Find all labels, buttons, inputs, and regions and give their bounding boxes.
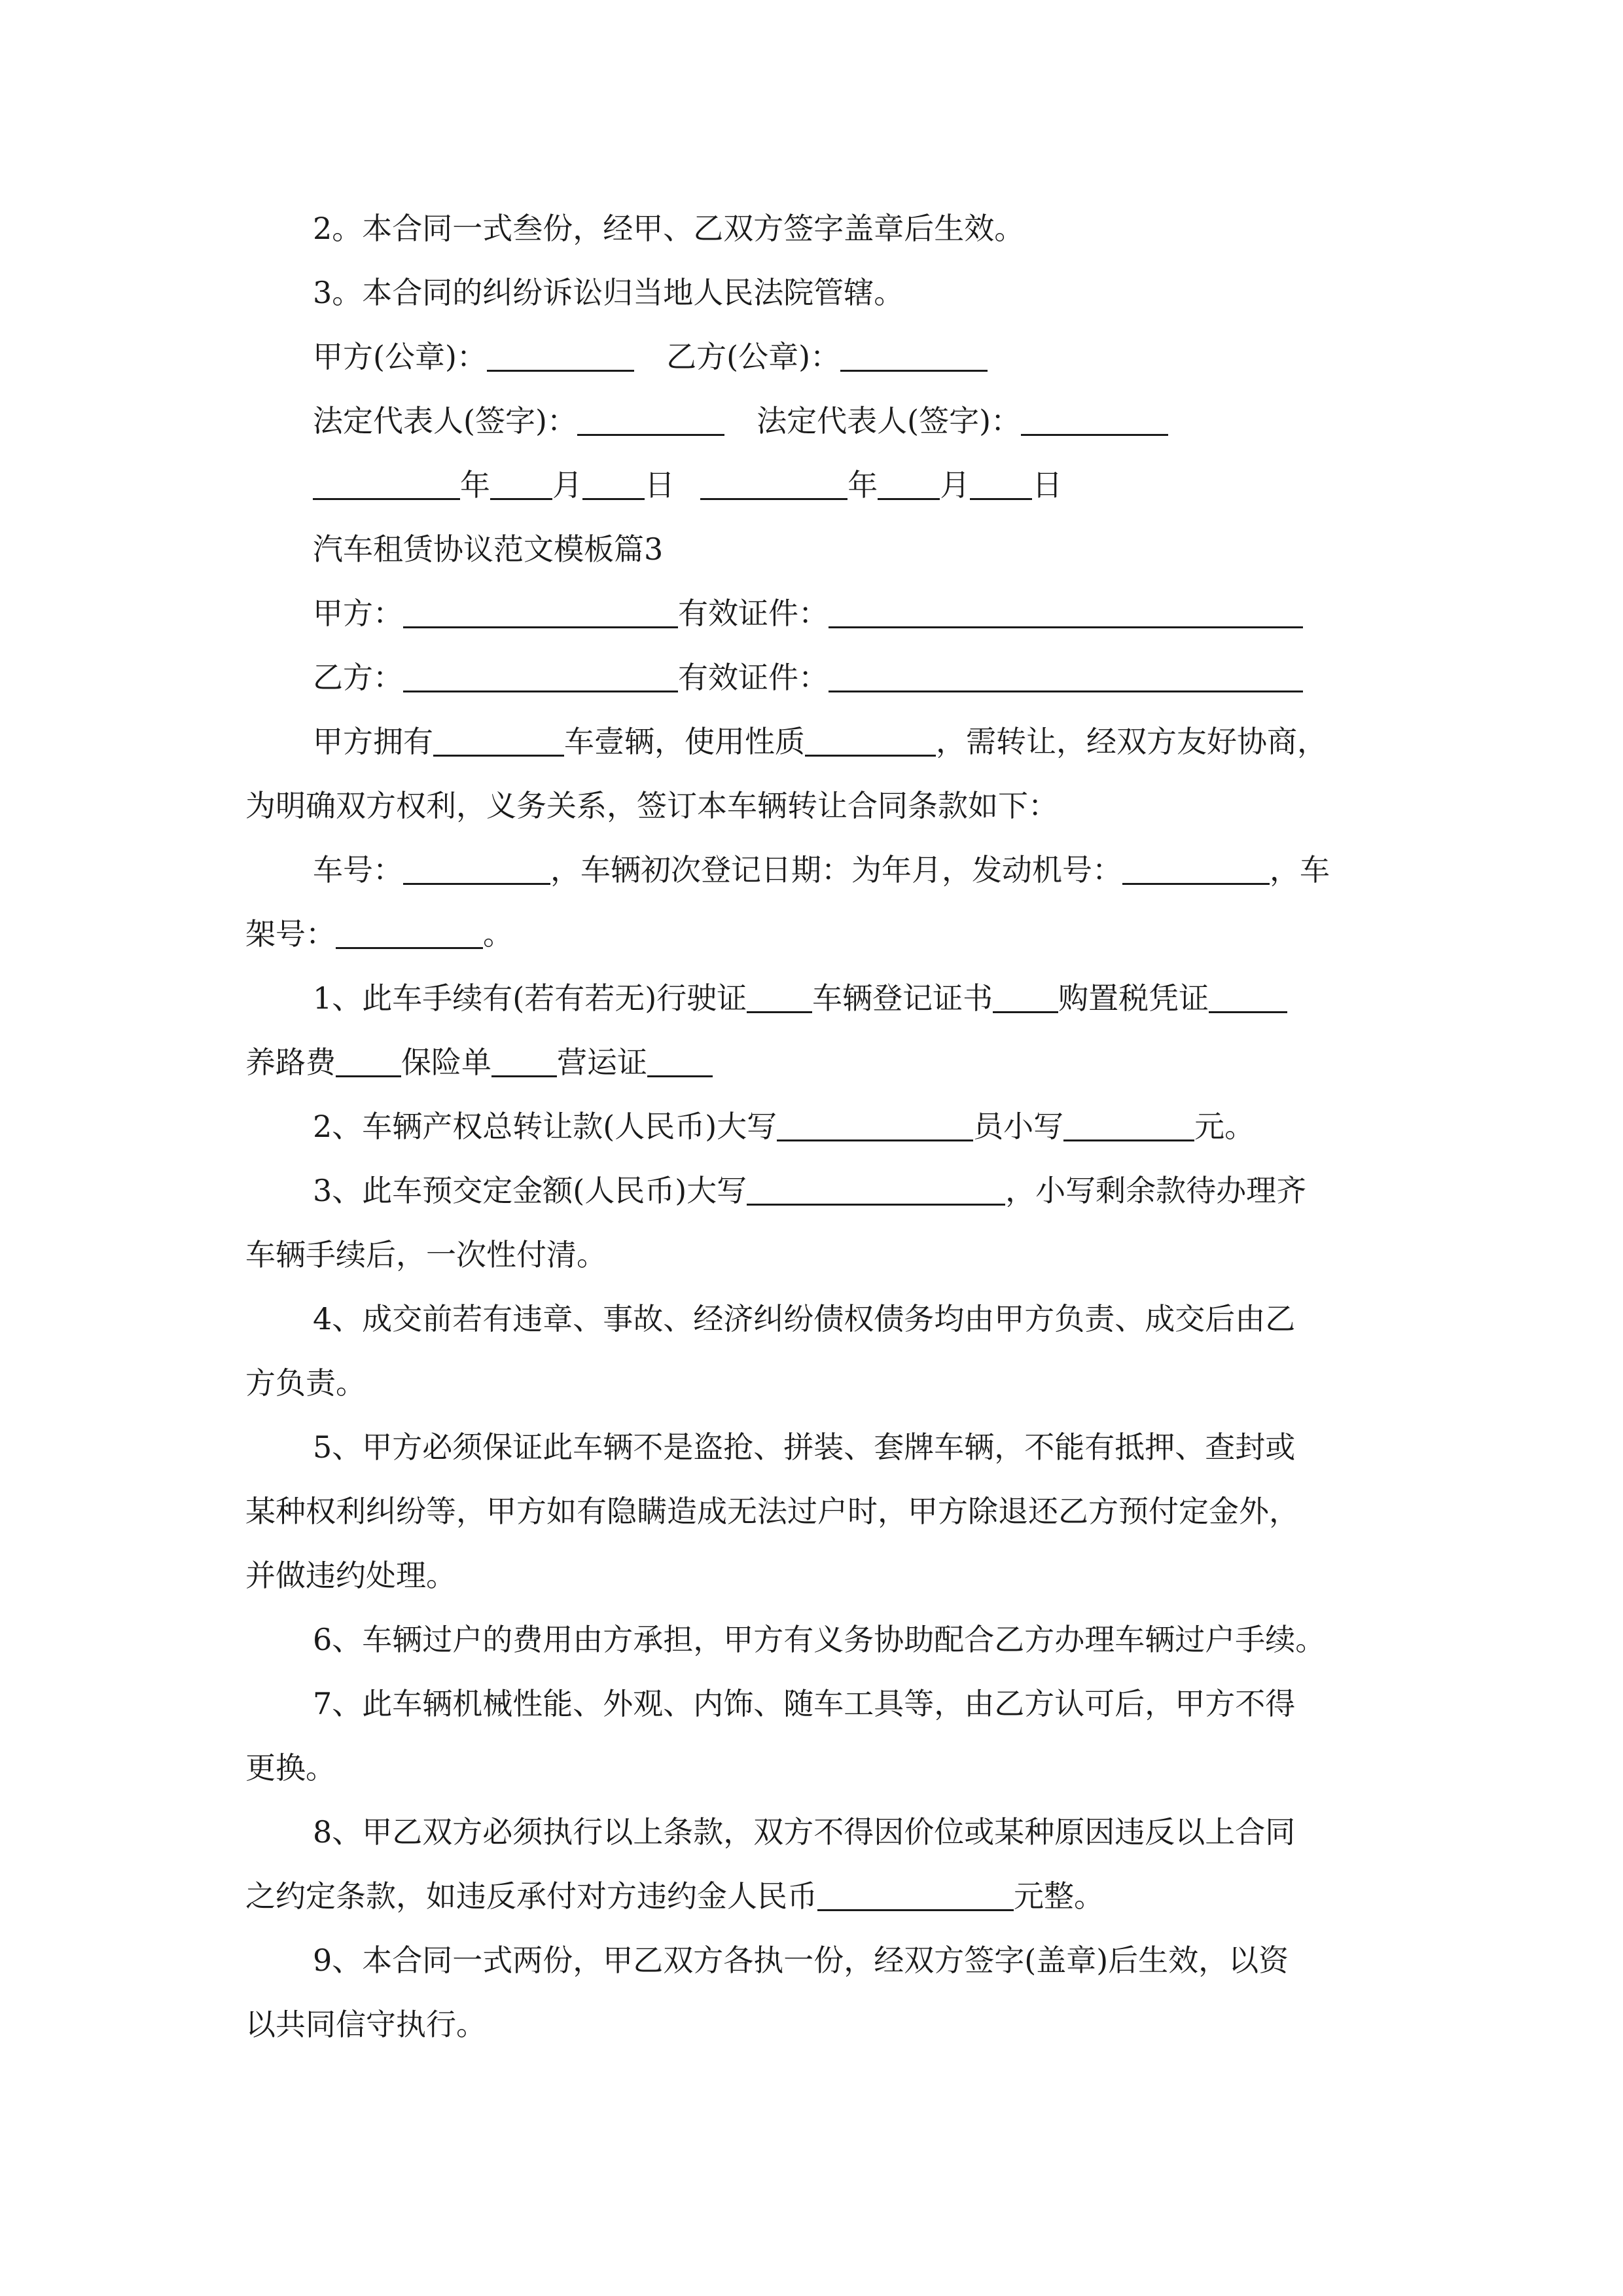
penalty-text-a: 之约定条款，如违反承付对方违约金人民币 <box>245 1878 817 1914</box>
operation-label: 营运证 <box>557 1045 647 1080</box>
registration-blank <box>993 984 1058 1013</box>
frame-end: 。 <box>483 916 513 952</box>
year-label: 年 <box>847 467 878 503</box>
clause-3-deposit <box>313 1158 1306 1223</box>
clause-1-line-1 <box>313 966 1287 1030</box>
clause-5-line-1: 5、甲方必须保证此车辆不是盗抢、拼装、套牌车辆，不能有抵押、查封或 <box>313 1429 1296 1465</box>
price-words-blank <box>777 1113 973 1141</box>
id-cert-label: 有效证件： <box>678 596 829 631</box>
frame-label: 架号： <box>245 916 336 952</box>
party-a-seal-label: 甲方(公章)： <box>313 339 487 374</box>
insurance-blank <box>491 1049 557 1077</box>
month-label: 月 <box>940 467 971 503</box>
month-blank-b <box>878 471 940 500</box>
party-a-label: 甲方： <box>313 596 403 631</box>
engine-text: ，车辆初次登记日期：为年月，发动机号： <box>550 852 1122 888</box>
price-text-b: 员小写 <box>973 1109 1064 1144</box>
clause-7-line-2: 更换。 <box>245 1750 336 1785</box>
seal-line <box>313 325 988 389</box>
engine-blank <box>1122 856 1270 885</box>
plate-line <box>313 838 1330 902</box>
year-label: 年 <box>460 467 490 503</box>
usage-blank <box>805 728 936 757</box>
clause-3-line-2: 车辆手续后，一次性付清。 <box>245 1237 607 1272</box>
clause-4-line-2: 方负责。 <box>245 1365 366 1401</box>
year-blank-b <box>700 471 847 500</box>
id-cert-label: 有效证件： <box>678 660 829 695</box>
clause-6: 6、车辆过户的费用由方承担，甲方有义务协助配合乙方办理车辆过户手续。 <box>313 1622 1326 1657</box>
plate-text-end: ，车 <box>1270 852 1330 888</box>
month-blank-a <box>490 471 552 500</box>
party-a-seal-blank <box>487 343 634 372</box>
clause-1-text-c: 购置税凭证 <box>1058 980 1209 1016</box>
clause-2-price <box>313 1094 1255 1158</box>
clause-4-line-1: 4、成交前若有违章、事故、经济纠纷债权债务均由甲方负责、成交后由乙 <box>313 1301 1296 1336</box>
intro-text-a: 甲方拥有 <box>313 724 433 759</box>
penalty-text-b: 元整。 <box>1014 1878 1104 1914</box>
year-blank-a <box>313 471 460 500</box>
party-b-seal-blank <box>840 343 988 372</box>
frame-line <box>245 902 513 966</box>
party-a-rep-blank <box>577 407 724 436</box>
price-digits-blank <box>1063 1113 1194 1141</box>
day-blank-a <box>582 471 645 500</box>
plate-blank <box>403 856 550 885</box>
deposit-blank <box>747 1177 1005 1206</box>
party-b-name-blank <box>403 664 678 692</box>
tax-blank <box>1209 984 1287 1013</box>
deposit-text-a: 3、此车预交定金额(人民币)大写 <box>313 1173 747 1208</box>
intro-line-1 <box>313 709 1327 774</box>
intro-text-b: 车壹辆，使用性质 <box>564 724 805 759</box>
road-fee-label: 养路费 <box>245 1045 336 1080</box>
clause-3-jurisdiction: 3。本合同的纠纷诉讼归当地人民法院管辖。 <box>313 275 904 310</box>
party-a-rep-label: 法定代表人(签字)： <box>313 403 577 439</box>
clause-7-line-1: 7、此车辆机械性能、外观、内饰、随车工具等，由乙方认可后，甲方不得 <box>313 1686 1296 1721</box>
party-a-line <box>313 581 1303 645</box>
date-line <box>313 453 1062 517</box>
day-label: 日 <box>645 467 675 503</box>
vehicle-blank <box>433 728 564 757</box>
party-b-rep-label: 法定代表人(签字)： <box>757 403 1022 439</box>
penalty-blank <box>817 1882 1014 1911</box>
intro-line-2: 为明确双方权利，义务关系，签订本车辆转让合同条款如下： <box>245 788 1058 823</box>
clause-1-text-b: 车辆登记证书 <box>812 980 993 1016</box>
day-label: 日 <box>1032 467 1063 503</box>
road-fee-blank <box>336 1049 401 1077</box>
party-b-rep-blank <box>1021 407 1168 436</box>
price-text-a: 2、车辆产权总转让款(人民币)大写 <box>313 1109 777 1144</box>
party-a-name-blank <box>403 600 678 628</box>
clause-8-line-1: 8、甲乙双方必须执行以上条款，双方不得因价位或某种原因违反以上合同 <box>313 1814 1296 1850</box>
clause-9-line-2: 以共同信守执行。 <box>245 2007 486 2042</box>
clause-5-line-2: 某种权利纠纷等，甲方如有隐瞒造成无法过户时，甲方除退还乙方预付定金外， <box>245 1494 1299 1529</box>
representative-line <box>313 389 1168 453</box>
section-title: 汽车租赁协议范文模板篇3 <box>313 531 664 567</box>
party-b-label: 乙方： <box>313 660 403 695</box>
intro-text-c: ，需转让，经双方友好协商， <box>936 724 1327 759</box>
plate-label: 车号： <box>313 852 403 888</box>
price-text-c: 元。 <box>1194 1109 1255 1144</box>
frame-blank <box>336 920 483 949</box>
clause-8-line-2 <box>245 1864 1104 1928</box>
party-b-line <box>313 645 1303 709</box>
party-a-id-blank <box>829 600 1303 628</box>
deposit-text-b: ，小写剩余款待办理齐 <box>1005 1173 1307 1208</box>
operation-blank <box>647 1049 713 1077</box>
clause-1-text-a: 1、此车手续有(若有若无)行驶证 <box>313 980 747 1016</box>
month-label: 月 <box>552 467 582 503</box>
day-blank-b <box>970 471 1032 500</box>
clause-1-line-2 <box>245 1030 713 1094</box>
clause-5-line-3: 并做违约处理。 <box>245 1558 456 1593</box>
party-b-seal-label: 乙方(公章)： <box>666 339 841 374</box>
insurance-label: 保险单 <box>401 1045 491 1080</box>
license-blank <box>747 984 812 1013</box>
clause-9-line-1: 9、本合同一式两份，甲乙双方各执一份，经双方签字(盖章)后生效，以资 <box>313 1943 1289 1978</box>
party-b-id-blank <box>829 664 1303 692</box>
clause-2-copies: 2。本合同一式叁份，经甲、乙双方签字盖章后生效。 <box>313 211 1025 246</box>
